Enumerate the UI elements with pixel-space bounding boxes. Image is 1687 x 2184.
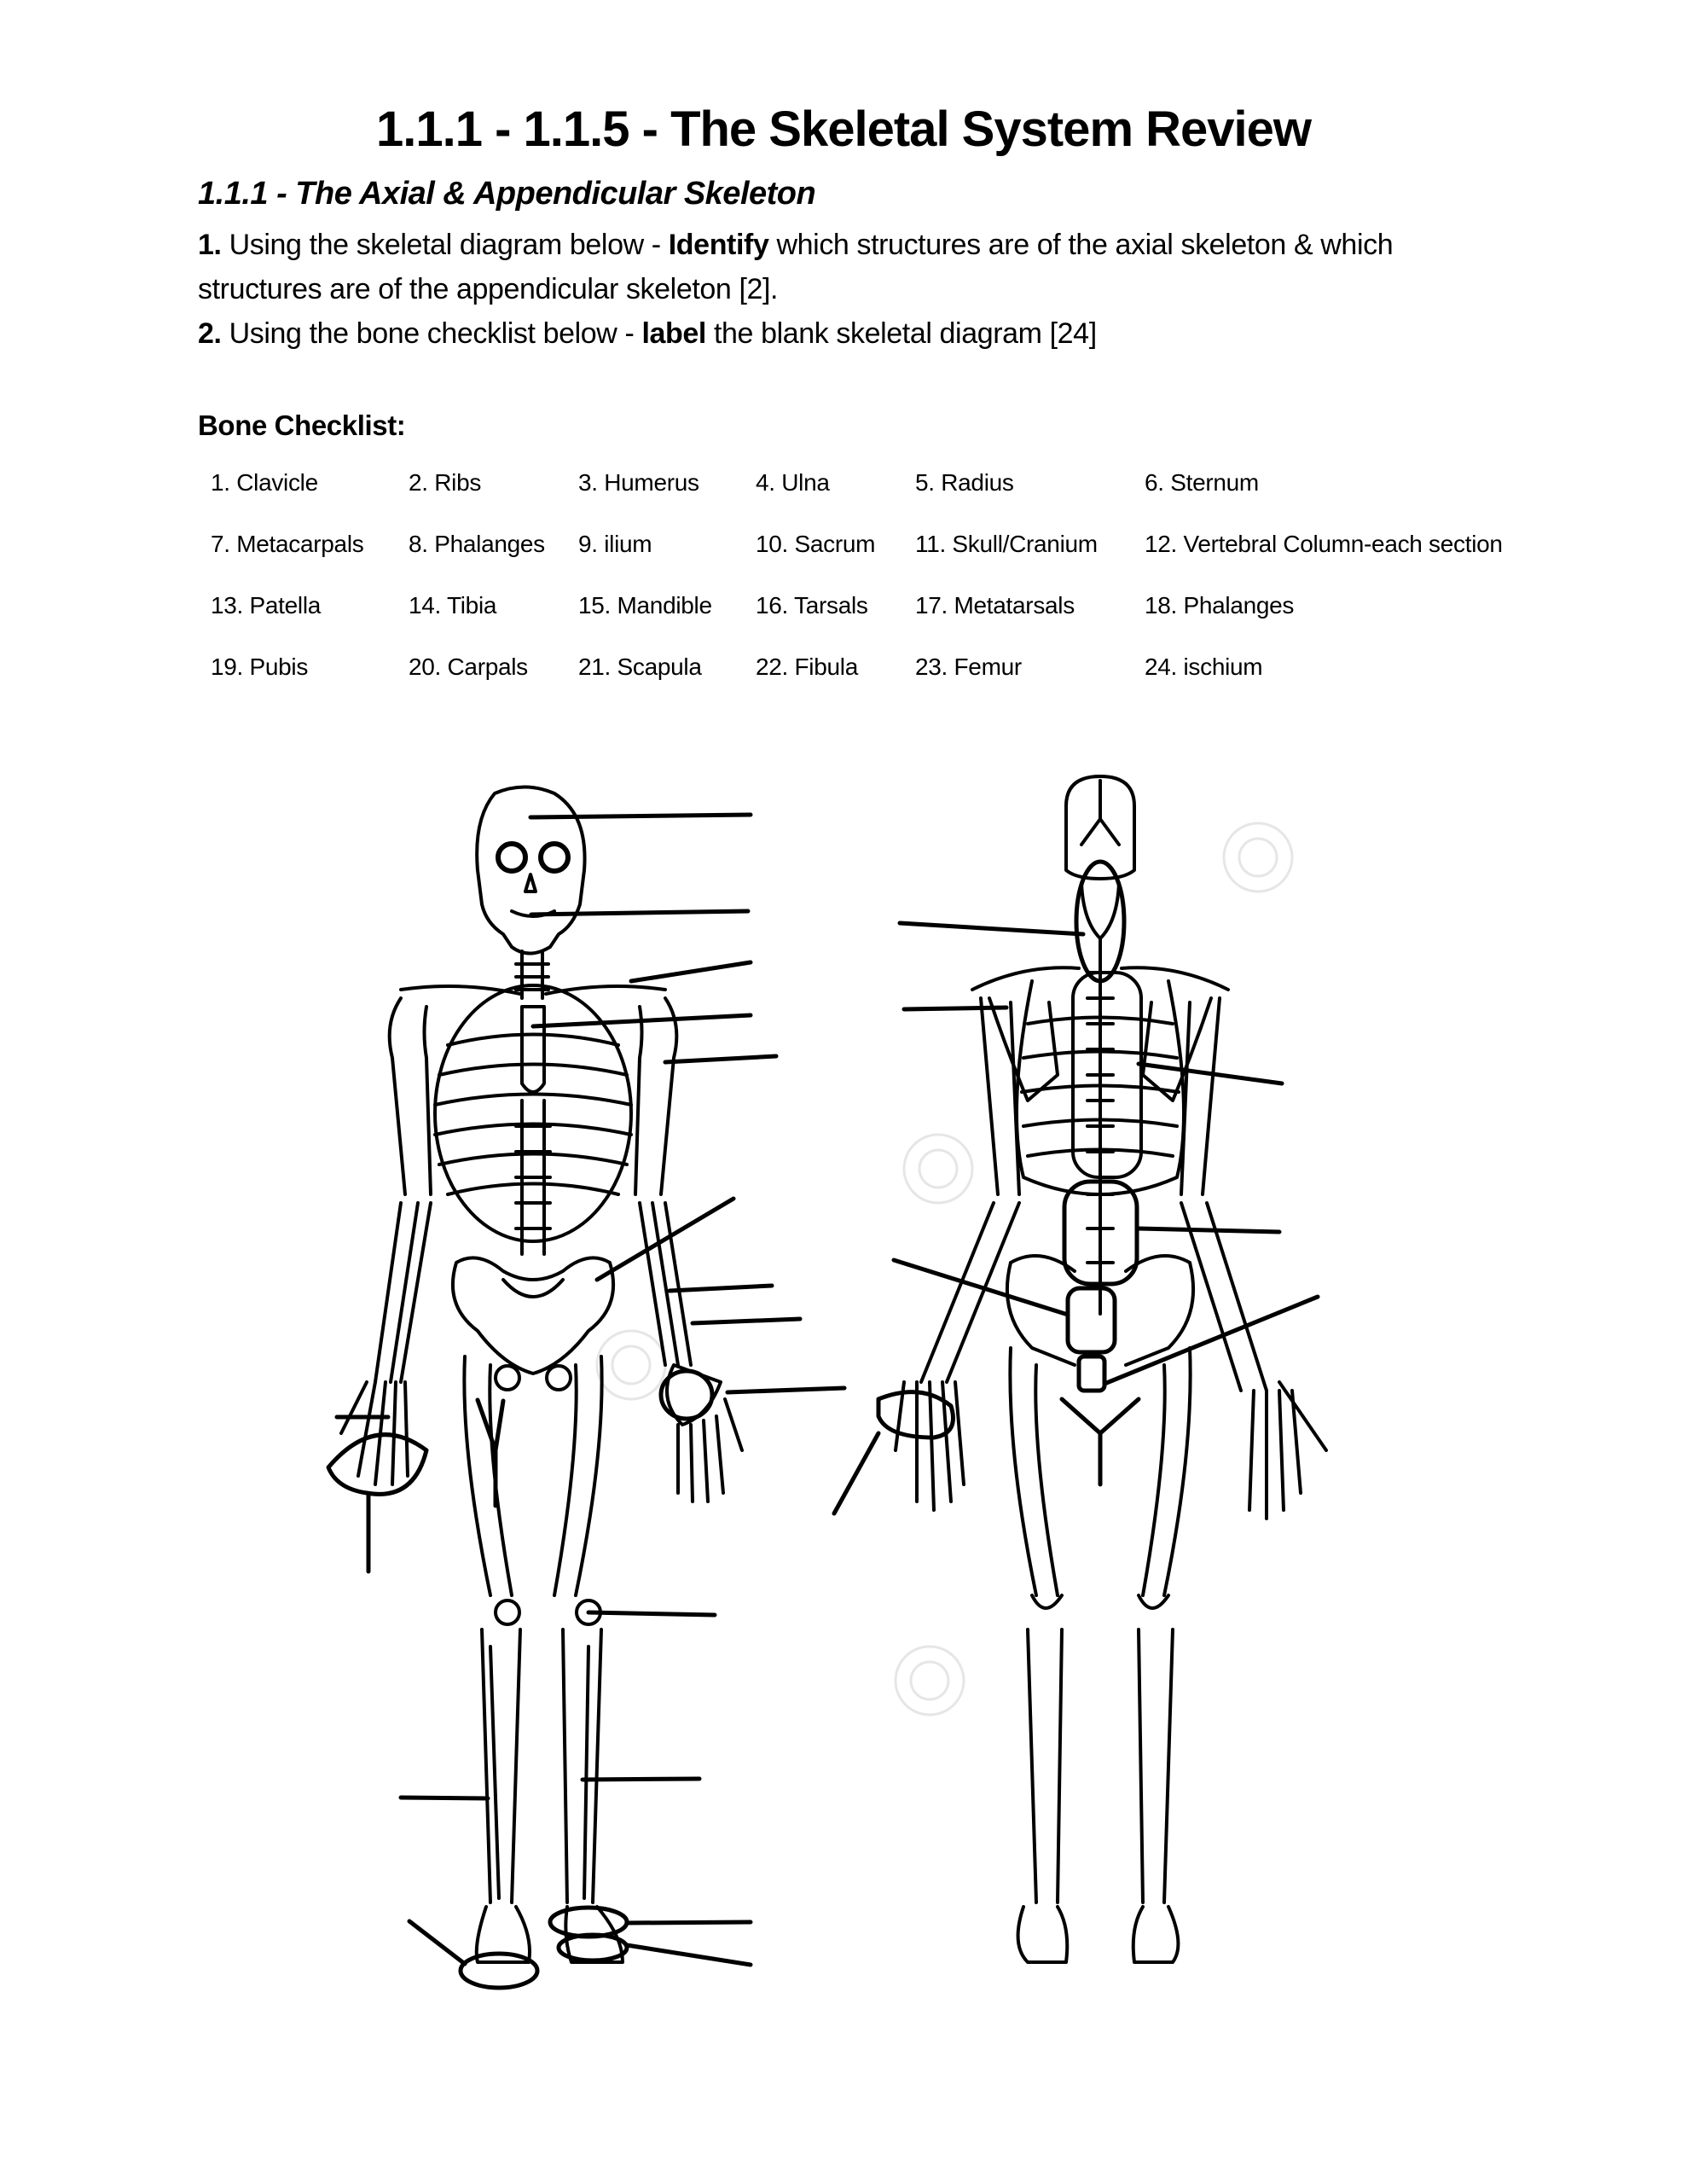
label-line [1139, 1064, 1282, 1083]
label-line [904, 1008, 1006, 1009]
checklist-item: 17. Metatarsals [915, 592, 1075, 619]
checklist-item: 1. Clavicle [211, 469, 318, 496]
instruction-text: Using the bone checklist below - [221, 317, 642, 350]
checklist-item: 15. Mandible [578, 592, 712, 619]
checklist-item: 13. Patella [211, 592, 322, 619]
label-line [588, 1612, 715, 1615]
posterior-label-lines [834, 862, 1318, 1513]
label-line [631, 962, 751, 981]
instruction-1-continuation: structures are of the appendicular skeleton [2]. [198, 273, 779, 305]
checklist-item: 24. ischium [1145, 653, 1263, 680]
checklist-item: 12. Vertebral Column-each section [1145, 531, 1503, 557]
label-outline [1068, 1288, 1115, 1352]
label-line [693, 1319, 800, 1323]
right-eye-socket [541, 844, 568, 871]
checklist-item: 9. ilium [578, 531, 652, 557]
label-line [627, 1922, 751, 1923]
watermark [597, 823, 1292, 1715]
label-line [1104, 1297, 1318, 1384]
label-outline [1079, 1356, 1104, 1391]
label-line [665, 1056, 776, 1062]
label-line [900, 923, 1083, 934]
checklist-item: 22. Fibula [756, 653, 858, 680]
page-title: 1.1.1 - 1.1.5 - The Skeletal System Review [375, 102, 1312, 157]
checklist-item: 20. Carpals [409, 653, 528, 680]
label-line [670, 1286, 772, 1291]
label-line [409, 1921, 465, 1964]
section-heading: 1.1.1 - The Axial & Appendicular Skeleton [198, 176, 816, 212]
instruction-text: the blank skeletal diagram [24] [705, 317, 1097, 350]
checklist-item: 3. Humerus [578, 469, 699, 496]
checklist-item: 2. Ribs [409, 469, 482, 496]
checklist-item: 5. Radius [915, 469, 1014, 496]
instruction-number: 2. [198, 317, 222, 350]
checklist-item: 10. Sacrum [756, 531, 876, 557]
left-eye-socket [498, 844, 525, 871]
checklist-item: 14. Tibia [409, 592, 497, 619]
label-line [583, 1779, 699, 1780]
label-line [894, 1260, 1068, 1315]
skull-outline [477, 787, 584, 954]
label-line [1139, 1228, 1279, 1232]
checklist-item: 11. Skull/Cranium [915, 531, 1098, 557]
checklist-item: 6. Sternum [1145, 469, 1259, 496]
checklist-item: 18. Phalanges [1145, 592, 1295, 619]
checklist-item: 8. Phalanges [409, 531, 545, 557]
label-circle [550, 1908, 627, 1937]
checklist-item: 7. Metacarpals [211, 531, 364, 557]
label-line [530, 815, 751, 817]
checklist-item: 21. Scapula [578, 653, 702, 680]
label-line [531, 911, 748, 915]
label-line [728, 1388, 844, 1392]
checklist-item: 4. Ulna [756, 469, 830, 496]
anterior-skeleton [341, 787, 742, 1963]
instruction-keyword: label [641, 317, 706, 350]
instruction-text: Using the skeletal diagram below - [221, 229, 669, 261]
instruction-text: which structures are of the axial skeleton & which [768, 229, 1394, 261]
label-line [627, 1945, 751, 1965]
label-line [834, 1433, 878, 1513]
label-circle [461, 1954, 537, 1988]
checklist-item: 19. Pubis [211, 653, 309, 680]
checklist-heading: Bone Checklist: [198, 410, 406, 441]
instruction-number: 1. [198, 229, 222, 261]
checklist-item: 16. Tarsals [756, 592, 868, 619]
checklist-item: 23. Femur [915, 653, 1022, 680]
posterior-skeleton [896, 776, 1326, 1962]
label-line [1062, 1399, 1139, 1484]
instruction-keyword: Identify [668, 229, 769, 261]
